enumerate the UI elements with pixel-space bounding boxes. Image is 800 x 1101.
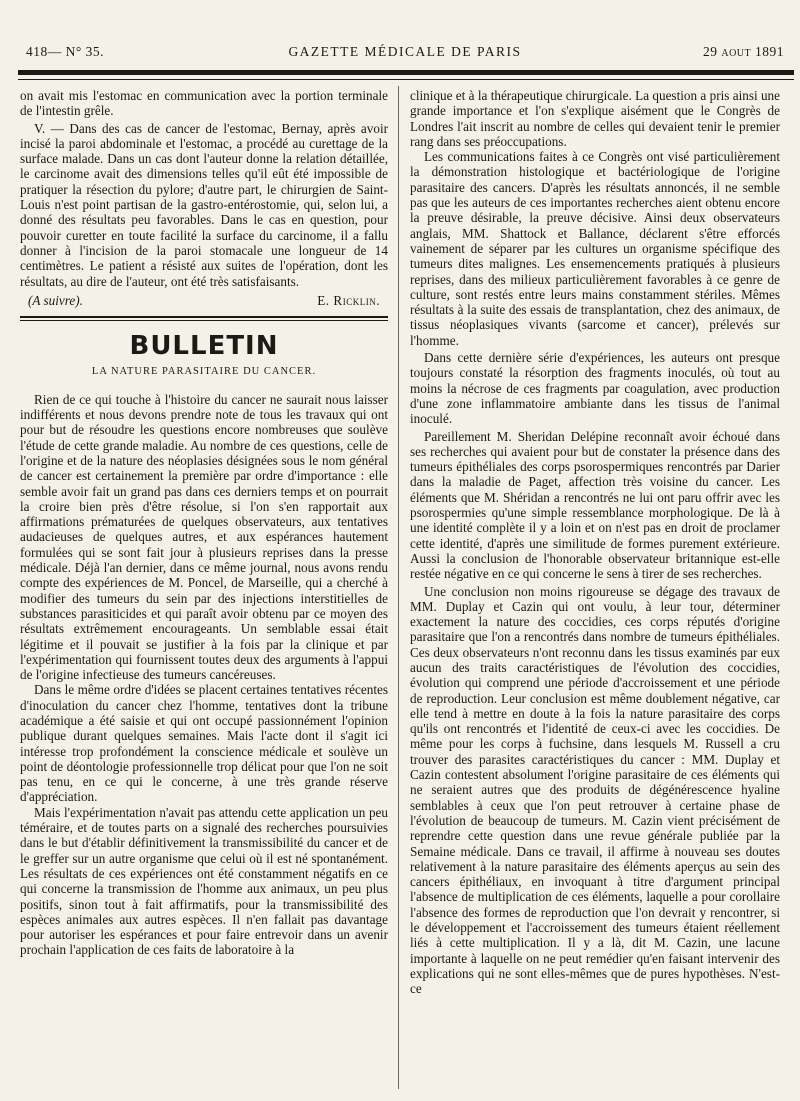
article-signature	[20, 293, 388, 308]
article-title: LA NATURE PARASITAIRE DU CANCER.	[91, 366, 317, 378]
paragraph: Rien de ce qui touche à l'histoire du cancer ne saurait nous laisser indifférents et nous devons prendre note de tous les travaux qui ont pour but de résoudre les questions encore nombreuses que soulève l'étude de cette grande maladie. Au nombre de ces questions, celle de l'origine et de la nature des néoplasies désignées sous le nom général de cancer est certainement la première par ordre d'importance : elle semble avoir fait un grand pas dans ces derniers temps et on pourrait la croire bien près d'être résolue, si l'on s'en rapportait aux affirmations prématurées de quelques observateurs, aux tentatives audacieuses de quelques autres, et aux espérances hautement formulées qui se sont fait jour à plusieurs reprises dans la presse médicale. Déjà l'an dernier, dans ce même journal, nous avons rendu compte des expériences de M. Poncel, de Marseille, qui a cherché à modifier des tumeurs du sein par des injections interstitielles de substances parasiticides et qui paraît avoir obtenu par ce moyen des résultats extrêmement encourageants. Un semblable essai était légitime et il pouvait se justifier à la fois par la clinique et par l'expérimentation qui fournissent toutes deux des arguments à l'appui de l'origine infectieuse des tumeurs cancéreuses.	[20, 391, 388, 683]
section-rule-thin	[20, 320, 388, 321]
issue-date	[703, 44, 784, 60]
header-rule-thin	[18, 79, 794, 80]
paragraph: V. — Dans des cas de cancer de l'estomac, Bernay, après avoir incisé la paroi abdominale et l'estomac, a procédé au curettage de la surface malade. Dans un cas dont l'auteur donne la relation détaillée, le carcinome avait des dimensions telles qu'il eût été impossible de pratiquer la résection du pylore; d'autre part, le chirurgien de Saint-Louis n'est point partisan de la gastro-entérostomie, qui, selon lui, a donné des résultats peu favorables. Dans le cas en question, pour pouvoir curetter en toute facilité la surface du carcinome, il a fallu donner à l'incision de la paroi stomacale une longueur de 14 centimètres. Le patient a résisté aux suites de l'opération, dont les résultats, au dire de l'auteur, ont été très satisfaisants.	[20, 120, 388, 289]
issue-number: — N° 35.	[47, 44, 105, 59]
page-header	[26, 44, 784, 64]
paragraph: Pareillement M. Sheridan Delépine reconnaît avoir échoué dans ses recherches qui avaient pour but de constater la présence dans des tumeurs épithéliales des corps psorospermiques rencontrés par Darier dans la maladie de Paget, affection très voisine du cancer. Les éléments que M. Shéridan a rencontrés ne lui ont paru offrir avec les psorospermies qu'une simple ressemblance morphologique. De là à une identité complète il y a loin et on n'est pas en droit de proclamer cette identité, d'après une similitude de formes purement extérieure. Aussi la conclusion de l'honorable observateur britannique est-elle restée négative en ce qui concerne le sens à tirer de ses recherches.	[410, 428, 780, 582]
column-divider	[398, 86, 399, 1089]
author-name: E. Ricklin.	[317, 292, 380, 308]
paragraph: Mais l'expérimentation n'avait pas attendu cette application un peu téméraire, et de toutes parts on a signalé des recherches poursuivies dans le but d'établir définitivement la transmissibilité du cancer et de le greffer sur un autre organisme que celui où il est né spontanément. Les résultats de ces expériences ont été constamment négatifs en ce qui concerne la transmission de l'homme aux animaux, un peu plus positifs, sinon tout à fait affirmatifs, pour la transmissibilité des espèces animales aux autres espèces. Il n'en fallait pas davantage pour autoriser les espérances et pour faire entrevoir dans un avenir prochain l'application de ces faits de laboratoire à la	[20, 804, 388, 958]
paragraph: Une conclusion non moins rigoureuse se dégage des travaux de MM. Duplay et Cazin qui ont voulu, à leur tour, déterminer exactement la nature des coccidies, ces corps réputés d'origine parasitaire que l'on a rencontrés dans nombre de tumeurs épithéliales. Ces deux observateurs n'ont reconnu dans les tissus examinés par eux aucun des traits caractéristiques de l'évolution des coccidies, évolution qui comprend une période d'accroissement et une période de reproduction. Leur conclusion est même doublement négative, car elle tend à mettre en doute à la fois la nature parasitaire des corps qu'ils ont rencontrés et l'identité de ceux-ci avec les coccidies. De même pour les corps à fuchsine, dans lesquels M. Russell a cru trouver des parasites caractéristiques du cancer : MM. Duplay et Cazin contestent absolument l'origine parasitaire de ces éléments qui ne seraient autres que des produits de dégénérescence hyaline semblables à ceux que l'on peut retrouver à certaine phase de l'évolution de beaucoup de tumeurs. M. Cazin vient précisément de reprendre cette question dans une revue générale publiée par la Semaine médicale. Dans ce travail, il affirme à nouveau ses doutes relativement à la nature parasitaire des éléments aperçus au sein des cancers épithéliaux, en invoquant à titre d'argument principal l'absence de multiplication de ces éléments, laquelle a pour corollaire l'absence des formes de reproduction que l'on devrait y rencontrer, si le développement et l'accroissement des tumeurs étaient réellement liés à cette multiplication. Il y a là, dit M. Cazin, une lacune importante à laquelle on ne peut remédier qu'en faisant intervenir des explications qui ne sont elles-mêmes que de pures hypothèses. N'est-ce	[410, 583, 780, 997]
date-year: 1891	[755, 44, 784, 59]
date-day: 29	[702, 44, 718, 59]
paragraph: clinique et à la thérapeutique chirurgicale. La question a pris ainsi une grande importance et l'on s'explique aisément que le Congrès de Londres l'ait inscrit au nombre de celles qui devaient tenir le premier rang dans ses préoccupations.	[410, 88, 780, 149]
date-month: AOUT	[721, 48, 752, 59]
header-rule-thick	[18, 70, 794, 75]
page-number: 418	[26, 44, 48, 59]
paragraph: Dans le même ordre d'idées se placent certaines tentatives récentes d'inoculation du cancer chez l'homme, tentatives dont la tribune académique a été saisie et qui ont occupé passionnément l'opinion publique durant quelques semaines. Mais l'acte dont il s'agit ici intéresse trop profondément la conscience médicale et soulève un point de déontologie professionnelle trop délicat pour que l'on ne soit pas tenu, en ce qui le concerne, à une très grande réserve d'appréciation.	[20, 682, 388, 805]
to-be-continued: (A suivre).	[28, 292, 83, 308]
right-column	[410, 88, 780, 1091]
section-heading: BULLETIN	[129, 331, 279, 362]
left-column	[20, 88, 388, 1091]
section-rule-thick	[20, 316, 388, 318]
paragraph: Les communications faites à ce Congrès ont visé particulièrement la démonstration histologique et bactériologique de l'origine parasitaire des cancers. D'après les résultats annoncés, il ne semble pas que les auteurs de ces importantes recherches aient obtenu encore la preuve désirable, la preuve décisive. Ainsi deux observateurs anglais, MM. Shattock et Ballance, déclarent s'être efforcés vainement de séparer par les cultures un organisme spécifique des tumeurs dites malignes. Les ensemencements pratiqués à plusieurs reprises, dans des milieux particulièrement favorables à ce genre de culture, sont restés entre leurs mains constamment stériles. Mêmes résultats à la suite des essais de transplantation, chez des animaux, de tissus néoplasiques vivants (sarcome et cancer), prélevés sur l'homme.	[410, 149, 780, 348]
journal-title: GAZETTE MÉDICALE DE PARIS	[288, 44, 522, 59]
paragraph: Dans cette dernière série d'expériences, les auteurs ont presque toujours constaté la résorption des fragments inoculés, où tout au moins la nécrose de ces fragments par coagulation, avec production d'une zone inflammatoire ambiante dans les tissus de l'animal inoculé.	[410, 350, 780, 427]
paragraph: on avait mis l'estomac en communication avec la portion terminale de l'intestin grêle.	[20, 88, 388, 119]
